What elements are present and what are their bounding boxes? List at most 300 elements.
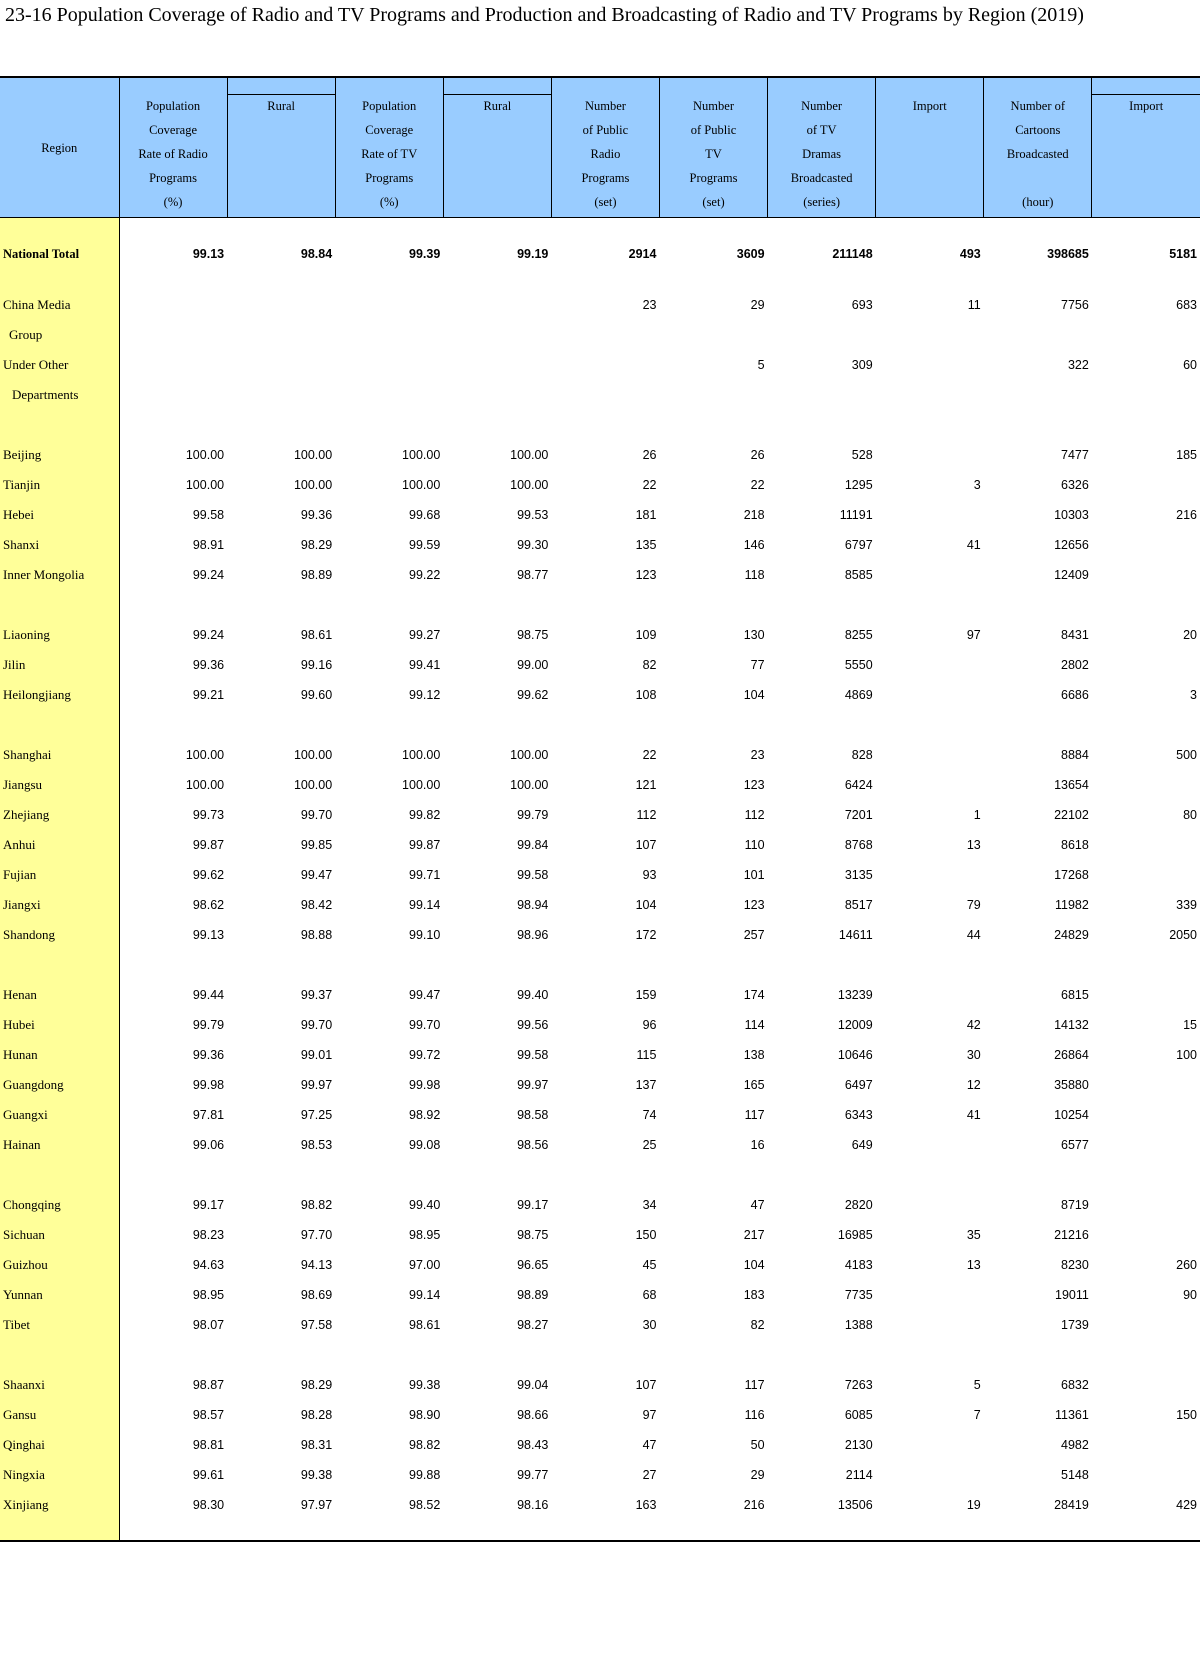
value-cell: 108 [635,688,657,702]
value-cell: 60 [1183,358,1197,372]
value-cell [768,710,876,740]
value-cell [876,770,984,800]
value-cell [335,410,443,440]
region-cell: Chongqing [0,1190,119,1220]
value-cell: 8719 [1061,1198,1089,1212]
value-cell [551,410,659,440]
value-cell [876,1430,984,1460]
value-cell [1092,860,1200,890]
value-cell [768,1520,876,1541]
value-cell: 123 [743,898,765,912]
value-cell: 8585 [844,568,873,582]
column-header-line: of Public [582,123,629,137]
value-cell: 98.56 [517,1138,549,1152]
value-cell: 80 [1183,808,1197,822]
value-cell: 7201 [844,808,873,822]
region-cell: Hunan [0,1040,119,1070]
value-cell: 99.01 [300,1048,333,1062]
value-cell [443,1520,551,1541]
table-row [0,1070,1200,1100]
value-cell: 99.38 [409,1378,441,1392]
value-cell: 99.88 [409,1468,441,1482]
value-cell [984,590,1092,620]
region-cell: Guizhou [0,1250,119,1280]
value-cell: 98.30 [192,1498,225,1512]
value-cell [984,1160,1092,1190]
value-cell: 98.91 [192,538,225,552]
value-cell: 99.72 [409,1048,441,1062]
region-cell: Sichuan [0,1220,119,1250]
value-cell: 30 [642,1318,657,1332]
column-header-line: Broadcasted [790,171,853,185]
value-cell: 17268 [1054,868,1089,882]
value-cell: 100.00 [510,478,549,492]
region-cell: Hubei [0,1010,119,1040]
region-cell [0,590,119,620]
value-cell: 98.31 [300,1438,333,1452]
value-cell: 257 [743,928,765,942]
region-cell: Ningxia [0,1460,119,1490]
value-cell: 98.89 [517,1288,549,1302]
spacer-row [0,590,1200,620]
page-title: 23-16 Population Coverage of Radio and TV Programs and Production and Broadcasting of Radio and TV Programs by Region (2019) [5,4,1084,26]
region-cell: Shanxi [0,530,119,560]
table-row [0,530,1200,560]
value-cell: 100.00 [293,778,333,792]
column-header-line: Rate of Radio [138,147,208,161]
table-row [0,1100,1200,1130]
value-cell: 99.12 [409,688,441,702]
region-cell: Beijing [0,440,119,470]
value-cell: 1 [973,808,981,822]
table-row [0,1280,1200,1310]
value-cell: 99.79 [192,1018,225,1032]
value-cell [443,350,551,410]
value-cell: 99.14 [409,898,441,912]
value-cell: 5 [757,358,765,372]
column-header-line: Number [584,99,626,113]
value-cell [876,590,984,620]
value-cell: 1388 [844,1318,873,1332]
value-cell: 112 [744,808,765,822]
value-cell [443,290,551,350]
value-cell: 93 [642,868,657,882]
table-row [0,350,1200,410]
table-row [0,1370,1200,1400]
region-cell: Tibet [0,1310,119,1340]
value-cell: 99.58 [517,1048,549,1062]
value-cell: 163 [635,1498,657,1512]
value-cell: 23 [642,298,657,312]
value-cell: 98.75 [517,628,549,642]
value-cell [876,1460,984,1490]
value-cell [227,950,335,980]
value-cell: 26864 [1054,1048,1089,1062]
value-cell: 99.17 [192,1198,225,1212]
value-cell: 3 [1190,688,1197,702]
table-row [0,1490,1200,1520]
value-cell: 99.87 [192,838,225,852]
value-cell: 183 [743,1288,765,1302]
value-cell: 100.00 [402,448,441,462]
value-cell: 7477 [1061,448,1089,462]
value-cell: 44 [966,928,981,942]
value-cell: 135 [635,538,657,552]
value-cell [227,410,335,440]
value-cell: 99.40 [517,988,549,1002]
value-cell: 123 [635,568,657,582]
value-cell: 8618 [1061,838,1089,852]
value-cell [984,1520,1092,1541]
value-cell: 99.98 [409,1078,441,1092]
value-cell: 98.43 [517,1438,549,1452]
value-cell: 97.00 [409,1258,441,1272]
value-cell: 99.58 [192,508,225,522]
value-cell: 5181 [1169,247,1197,261]
value-cell: 99.22 [409,568,441,582]
value-cell: 99.00 [517,658,549,672]
spacer-row [0,950,1200,980]
value-cell: 98.89 [300,568,333,582]
value-cell: 100.00 [185,478,225,492]
value-cell: 99.62 [517,688,549,702]
value-cell: 493 [959,247,981,261]
value-cell [1092,1340,1200,1370]
value-cell: 7 [973,1408,981,1422]
value-cell: 97.81 [192,1108,225,1122]
value-cell: 100.00 [293,748,333,762]
table-row [0,1040,1200,1070]
value-cell: 90 [1183,1288,1197,1302]
value-cell: 99.40 [409,1198,441,1212]
column-header [227,77,335,218]
value-cell: 74 [642,1108,657,1122]
value-cell: 98.62 [192,898,225,912]
value-cell [876,950,984,980]
region-cell: Liaoning [0,620,119,650]
table-row [0,860,1200,890]
value-cell [1092,1130,1200,1160]
value-cell: 100.00 [510,748,549,762]
value-cell: 693 [851,298,873,312]
spacer-row [0,1160,1200,1190]
region-cell: Shaanxi [0,1370,119,1400]
value-cell: 100.00 [402,478,441,492]
value-cell: 30 [966,1048,981,1062]
value-cell [1092,710,1200,740]
column-header [768,77,876,218]
value-cell: 98.28 [300,1408,333,1422]
column-header-line: Coverage [149,123,197,137]
value-cell: 98.82 [409,1438,441,1452]
value-cell [1092,980,1200,1010]
value-cell: 211148 [832,247,873,261]
value-cell: 10254 [1054,1108,1089,1122]
value-cell [119,290,227,350]
value-cell: 216 [743,1498,765,1512]
value-cell [876,710,984,740]
value-cell: 185 [1176,448,1197,462]
value-cell: 100 [1176,1048,1197,1062]
value-cell [119,950,227,980]
value-cell: 104 [743,1258,765,1272]
value-cell [1092,410,1200,440]
value-cell: 99.41 [409,658,441,672]
value-cell: 98.77 [517,568,549,582]
value-cell: 99.04 [517,1378,549,1392]
value-cell [119,350,227,410]
value-cell [876,1160,984,1190]
value-cell [443,710,551,740]
value-cell [227,710,335,740]
data-table-container [0,76,1200,1542]
value-cell: 828 [851,748,873,762]
region-cell: Hainan [0,1130,119,1160]
table-row [0,470,1200,500]
value-cell: 13506 [837,1498,873,1512]
value-cell [984,1340,1092,1370]
value-cell: 99.60 [300,688,333,702]
value-cell: 429 [1176,1498,1197,1512]
value-cell [119,410,227,440]
value-cell: 217 [743,1228,765,1242]
value-cell: 99.14 [409,1288,441,1302]
value-cell: 26 [642,448,657,462]
value-cell: 100.00 [293,448,333,462]
value-cell: 121 [635,778,657,792]
column-header-line: Programs [581,171,630,185]
region-cell [0,1520,119,1541]
value-cell: 11982 [1055,898,1089,912]
value-cell: 2130 [844,1438,873,1452]
value-cell: 500 [1176,748,1197,762]
value-cell: 99.70 [409,1018,441,1032]
value-cell: 12409 [1054,568,1089,582]
value-cell: 94.13 [300,1258,333,1272]
value-cell: 96.65 [517,1258,549,1272]
value-cell [659,710,767,740]
value-cell [119,710,227,740]
value-cell [876,350,984,410]
value-cell: 99.36 [300,508,333,522]
value-cell: 99.58 [517,868,549,882]
column-header-line: (hour) [1022,195,1054,209]
table-row [0,1310,1200,1340]
value-cell: 117 [744,1378,765,1392]
value-cell: 82 [750,1318,765,1332]
value-cell [768,590,876,620]
column-header-line: Rate of TV [361,147,418,161]
value-cell: 99.13 [192,928,225,942]
value-cell: 98.84 [300,247,333,261]
value-cell: 99.62 [192,868,225,882]
table-row [0,830,1200,860]
value-cell: 8255 [844,628,873,642]
region-cell: Tianjin [0,470,119,500]
value-cell: 99.77 [517,1468,549,1482]
value-cell: 41 [966,538,981,552]
value-cell: 98.90 [409,1408,441,1422]
value-cell: 6424 [844,778,873,792]
value-cell [1092,650,1200,680]
spacer-row [0,1340,1200,1370]
value-cell: 99.44 [192,988,225,1002]
value-cell: 99.87 [409,838,441,852]
value-cell: 123 [743,778,765,792]
value-cell: 99.47 [409,988,441,1002]
value-cell: 97.70 [300,1228,333,1242]
value-cell: 13239 [837,988,873,1002]
value-cell [119,1160,227,1190]
value-cell: 109 [635,628,657,642]
column-header-line: Cartoons [1015,123,1061,137]
value-cell [227,1340,335,1370]
value-cell: 98.53 [300,1138,333,1152]
column-header-line: Import [1129,99,1164,113]
column-header-line: Programs [689,171,738,185]
value-cell [1092,1070,1200,1100]
value-cell: 99.19 [517,247,549,261]
region-cell [0,1160,119,1190]
value-cell: 16985 [837,1228,873,1242]
value-cell: 14611 [838,928,873,942]
value-cell: 77 [750,658,765,672]
value-cell: 22 [750,478,765,492]
value-cell: 12 [966,1078,981,1092]
value-cell: 96 [642,1018,657,1032]
value-cell: 98.66 [517,1408,549,1422]
column-header [551,77,659,218]
value-cell: 2050 [1169,928,1197,942]
value-cell: 98.95 [409,1228,441,1242]
value-cell: 110 [744,838,765,852]
value-cell: 99.17 [517,1198,549,1212]
value-cell: 22 [642,748,657,762]
value-cell: 2114 [845,1468,873,1482]
value-cell: 2914 [628,247,657,261]
value-cell [443,1160,551,1190]
value-cell: 104 [743,688,765,702]
region-cell [0,950,119,980]
value-cell [1092,1460,1200,1490]
value-cell [1092,1310,1200,1340]
value-cell: 99.56 [517,1018,549,1032]
value-cell: 98.07 [192,1318,225,1332]
column-header-line: Population [362,99,417,113]
value-cell: 100.00 [185,778,225,792]
table-row [0,1460,1200,1490]
value-cell: 5148 [1061,1468,1089,1482]
value-cell: 99.10 [409,928,441,942]
column-header [443,77,551,218]
data-table [0,76,1200,1542]
value-cell: 100.00 [402,748,441,762]
value-cell: 8431 [1061,628,1089,642]
value-cell: 98.58 [517,1108,549,1122]
region-cell: China Media Group [0,290,119,350]
value-cell: 1295 [844,478,873,492]
value-cell [1092,1190,1200,1220]
value-cell: 50 [750,1438,765,1452]
table-row [0,290,1200,350]
value-cell [876,560,984,590]
value-cell [335,590,443,620]
value-cell: 45 [642,1258,657,1272]
value-cell: 98.52 [409,1498,441,1512]
table-row [0,920,1200,950]
value-cell: 8768 [844,838,873,852]
spacer-row [0,410,1200,440]
value-cell: 98.16 [517,1498,549,1512]
value-cell: 6343 [844,1108,873,1122]
table-row [0,680,1200,710]
value-cell: 25 [642,1138,657,1152]
table-body [0,218,1200,1542]
column-header-line: Number [801,99,843,113]
value-cell [876,1310,984,1340]
value-cell: 42 [966,1018,981,1032]
column-header-line: of TV [806,123,837,137]
value-cell: 99.39 [409,247,441,261]
value-cell: 99.06 [192,1138,225,1152]
value-cell [1092,470,1200,500]
value-cell: 116 [744,1408,765,1422]
value-cell: 130 [743,628,765,642]
value-cell: 97.58 [300,1318,333,1332]
table-row [0,740,1200,770]
value-cell: 68 [642,1288,657,1302]
value-cell: 99.24 [192,568,225,582]
value-cell: 11 [967,298,981,312]
value-cell: 99.68 [409,508,441,522]
value-cell: 174 [743,988,765,1002]
value-cell: 99.71 [409,868,441,882]
value-cell: 22 [642,478,657,492]
column-header [659,77,767,218]
value-cell: 99.27 [409,628,441,642]
value-cell [119,1340,227,1370]
region-cell: Jilin [0,650,119,680]
value-cell: 99.79 [517,808,549,822]
value-cell: 35880 [1054,1078,1089,1092]
region-cell: Heilongjiang [0,680,119,710]
value-cell: 99.13 [192,247,225,261]
value-cell: 12009 [837,1018,873,1032]
value-cell: 99.47 [300,868,333,882]
value-cell: 99.38 [300,1468,333,1482]
column-header-line: (%) [163,195,183,209]
value-cell: 21216 [1054,1228,1089,1242]
value-cell: 8884 [1061,748,1089,762]
value-cell: 22102 [1054,808,1089,822]
value-cell [443,950,551,980]
value-cell: 3 [973,478,981,492]
table-row [0,620,1200,650]
table-row [0,1250,1200,1280]
value-cell [551,1340,659,1370]
value-cell [227,350,335,410]
value-cell [984,410,1092,440]
value-cell: 12656 [1054,538,1089,552]
value-cell: 99.97 [300,1078,333,1092]
column-header-line: Radio [590,147,621,161]
column-header [876,77,984,218]
value-cell: 100.00 [185,448,225,462]
value-cell [443,1340,551,1370]
value-cell: 29 [750,298,765,312]
region-cell [0,710,119,740]
value-cell: 99.73 [192,808,225,822]
